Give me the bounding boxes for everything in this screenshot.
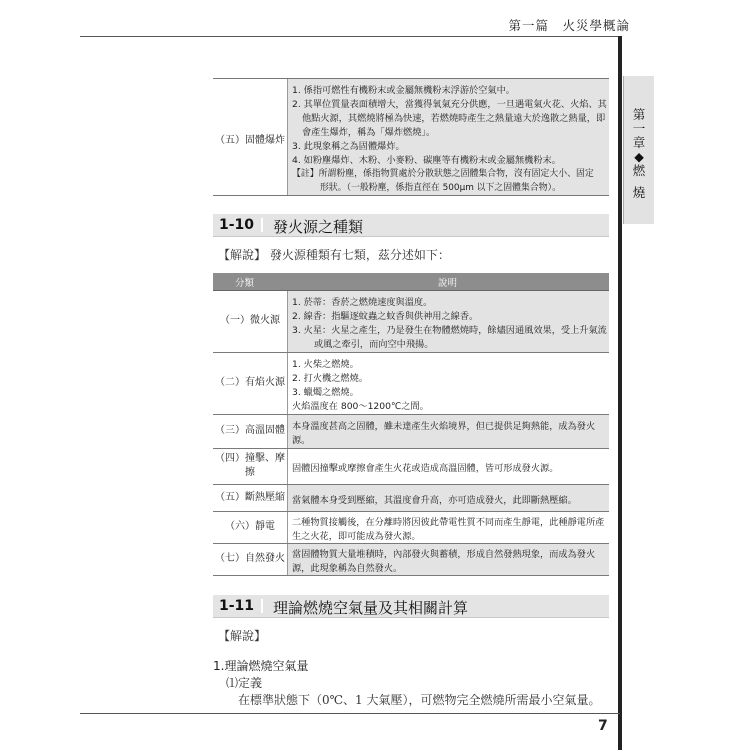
section-heading-1-11 <box>213 595 609 618</box>
side-tab-char: 燒 <box>632 185 646 200</box>
description-cell <box>288 291 609 352</box>
category-label: （七）自然發火 <box>215 553 285 564</box>
table-row <box>213 544 609 576</box>
desc-line: 1. 火柴之燃燒。 <box>292 359 359 370</box>
section-intro: 【解說】 <box>218 629 267 643</box>
sub-item: ⑴定義 <box>226 676 263 690</box>
description-cell <box>288 485 609 511</box>
category-cell <box>213 485 288 511</box>
section-heading-1-10 <box>213 214 609 237</box>
section-separator <box>261 218 263 232</box>
category-label: （三）高溫固體 <box>215 425 285 436</box>
side-tab-char: 燃 <box>632 163 646 178</box>
desc-line: 2. 打火機之燃燒。 <box>292 373 368 384</box>
category-cell <box>213 291 288 352</box>
category-cell <box>213 415 288 448</box>
table-row <box>213 353 609 415</box>
header-divider <box>80 36 620 37</box>
desc-line: 或風之牽引，而向空中飛揚。 <box>314 339 434 350</box>
description-cell <box>288 512 609 543</box>
category-cell <box>213 353 288 414</box>
desc-line: 源。 <box>292 435 311 446</box>
desc-line: 1. 係指可燃性有機粉末或金屬無機粉末浮游於空氣中。 <box>292 85 515 96</box>
table-row <box>213 485 609 512</box>
desc-line: 本身溫度甚高之固體，雖未達產生火焰境界，但已提供足夠熱能，成為發火 <box>292 421 596 432</box>
chapter-side-tab <box>623 76 654 224</box>
note-line: 形狀。（一般粉塵，係指直徑在 500μm 以下之固體集合物）。 <box>320 183 561 193</box>
desc-line: 源，此現象稱為自然發火。 <box>292 563 403 574</box>
desc-line: 2. 其單位質量表面積增大，當獲得氧氣充分供應，一旦遇電氣火花、火焰、其 <box>292 99 607 110</box>
section-number: 1-11 <box>219 598 255 614</box>
note-line: 【註】所謂粉塵，係指物質處於分散狀態之固體集合物，沒有固定大小、固定 <box>292 169 594 179</box>
description-cell <box>288 353 609 414</box>
category-cell <box>213 544 288 575</box>
table-row <box>213 512 609 544</box>
category-cell <box>213 512 288 543</box>
category-label: 擦 <box>245 467 255 478</box>
desc-line: 二種物質接觸後，在分離時將因彼此帶電性質不同而產生靜電，此種靜電所產 <box>292 517 605 528</box>
column-header-category: 分類 <box>235 278 255 289</box>
powder-explosion-category-cell <box>213 79 288 195</box>
desc-line: 3. 蠟燭之燃燒。 <box>292 387 359 398</box>
diamond-icon: ◆ <box>634 149 644 164</box>
header-title: 第一篇 火災學概論 <box>508 18 630 33</box>
category-label: （二）有焰火源 <box>215 377 285 388</box>
page-number: 7 <box>598 718 608 734</box>
table-header-row <box>213 273 609 291</box>
desc-line: 當固體物質大量堆積時，內部發火與蓄積，形成自然發熱現象，而成為發火 <box>292 549 596 560</box>
definition-text: 在標準狀態下（0℃、1 大氣壓），可燃物完全燃燒所需最小空氣量。 <box>238 693 601 707</box>
section-separator <box>261 599 263 613</box>
desc-line: 生之火花，即可能成為發火源。 <box>292 531 421 542</box>
desc-line: 3. 火星：火星之產生，乃是發生在物體燃燒時，餘燼因通風效果，受上升氣流 <box>292 325 607 336</box>
desc-line: 4. 如粉塵爆炸、木粉、小麥粉、碳塵等有機粉末或金屬無機粉末。 <box>292 155 561 166</box>
ignition-source-table <box>213 273 609 576</box>
powder-explosion-category: （五）固體爆炸 <box>215 135 285 146</box>
section-title: 發火源之種類 <box>273 218 364 236</box>
powder-explosion-table <box>213 78 609 196</box>
desc-line: 火焰溫度在 800～1200℃之間。 <box>292 401 429 412</box>
side-tab-char: 第 <box>632 107 646 122</box>
side-tab-char: 章 <box>632 135 646 150</box>
description-cell <box>288 544 609 575</box>
table-row <box>213 449 609 485</box>
desc-line: 2. 線香：指驅逐蚊蟲之蚊香與供神用之線香。 <box>292 311 479 322</box>
desc-line: 會產生爆炸，稱為「爆炸燃燒」。 <box>302 127 436 138</box>
table-row <box>213 291 609 353</box>
powder-explosion-desc-cell <box>288 79 609 195</box>
category-label: （四）撞擊、摩 <box>215 453 285 464</box>
column-header-description: 說明 <box>438 278 458 289</box>
desc-line: 他點火源，其燃燒將極為快速，若燃燒時產生之熱量遠大於逸散之熱量，即 <box>302 113 606 124</box>
page-edge-bar <box>618 36 622 750</box>
footer-divider <box>80 713 620 714</box>
category-label: （六）靜電 <box>225 521 275 532</box>
description-cell <box>288 415 609 448</box>
category-label: （五）斷熱壓縮 <box>215 492 285 503</box>
section-intro: 【解說】 發火源種類有七類，茲分述如下： <box>218 248 450 262</box>
subheading: 1.理論燃燒空氣量 <box>213 659 309 673</box>
desc-line: 3. 此現象稱之為固體爆炸。 <box>292 141 405 152</box>
table-row <box>213 415 609 449</box>
desc-line: 1. 菸蒂：香菸之燃燒速度與溫度。 <box>292 297 433 308</box>
side-tab-char: 一 <box>632 121 646 136</box>
description-cell <box>288 449 609 484</box>
section-number: 1-10 <box>219 217 255 233</box>
category-cell <box>213 449 288 484</box>
section-title: 理論燃燒空氣量及其相關計算 <box>273 599 469 617</box>
desc-line: 固體因撞擊或摩擦會產生火花或造成高溫固體，皆可形成發火源。 <box>292 463 559 474</box>
desc-line: 當氣體本身受到壓縮，其溫度會升高，亦可造成發火，此即斷熱壓縮。 <box>292 495 577 506</box>
category-label: （一）微火源 <box>220 315 280 326</box>
